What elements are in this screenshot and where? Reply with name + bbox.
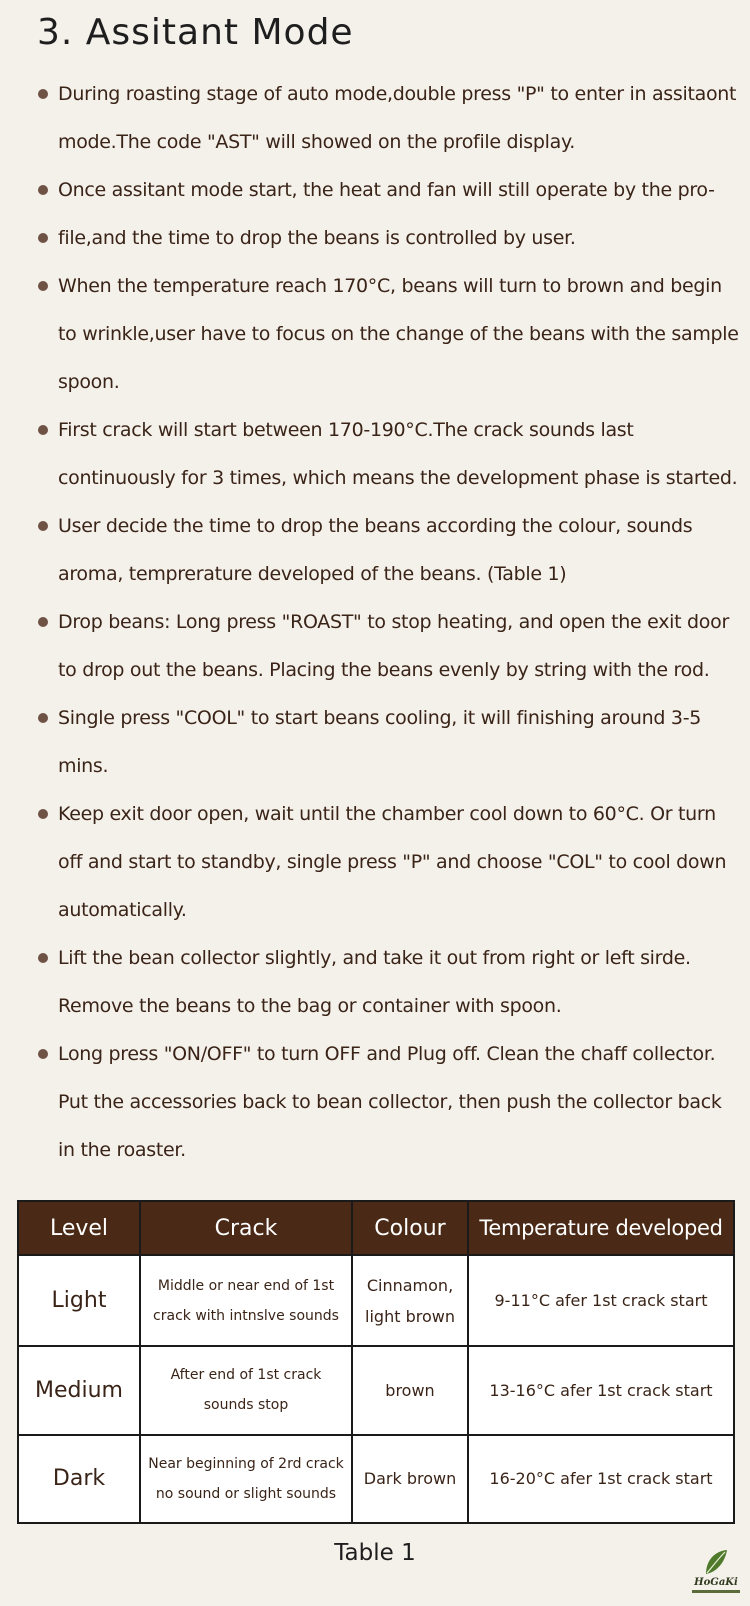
instruction-list: [37, 70, 742, 1174]
cell-level: Medium: [18, 1346, 140, 1434]
bullet-icon: [38, 1049, 48, 1059]
cell-colour-line: Cinnamon,: [366, 1275, 454, 1295]
cell-crack-line: After end of 1st crack: [170, 1367, 322, 1384]
cell-level: Dark: [18, 1435, 140, 1523]
bullet-icon: [38, 617, 48, 627]
header-colour: Colour: [352, 1201, 468, 1255]
bullet-icon: [38, 953, 48, 963]
list-item: [37, 598, 742, 694]
table-caption: Table 1: [334, 1540, 416, 1566]
cell-crack-line: Near beginning of 2rd crack: [148, 1455, 344, 1472]
cell-temperature: 9-11°C afer 1st crack start: [468, 1255, 734, 1346]
list-item: [37, 1030, 742, 1174]
header-temperature: Temperature developed: [468, 1201, 734, 1255]
table-row: [18, 1346, 734, 1434]
list-item-text: During roasting stage of auto mode,double press "P" to enter in assitaont mode.The code "AST" will showed on the profile display.: [58, 83, 737, 153]
cell-crack-line: sounds stop: [203, 1397, 289, 1414]
list-item-text: Keep exit door open, wait until the chamber cool down to 60°C. Or turn off and start to standby, single press "P" and choose "COL" to cool down automatically.: [58, 803, 727, 921]
bullet-icon: [38, 233, 48, 243]
cell-crack: [140, 1255, 352, 1346]
cell-colour-line: brown: [385, 1380, 435, 1400]
leaf-icon: [703, 1548, 729, 1576]
bullet-icon: [38, 281, 48, 291]
bullet-icon: [38, 713, 48, 723]
list-item: [37, 70, 742, 166]
table-row: [18, 1435, 734, 1523]
bullet-icon: [38, 425, 48, 435]
table-row: [18, 1255, 734, 1346]
cell-temperature: 13-16°C afer 1st crack start: [468, 1346, 734, 1434]
bullet-icon: [38, 521, 48, 531]
bullet-icon: [38, 89, 48, 99]
cell-colour: [352, 1255, 468, 1346]
cell-colour: [352, 1435, 468, 1523]
list-item: [37, 166, 742, 214]
list-item-text: file,and the time to drop the beans is controlled by user.: [58, 227, 576, 249]
list-item: [37, 502, 742, 598]
brand-name: HoGaKi: [694, 1577, 738, 1588]
list-item-text: Single press "COOL" to start beans cooling, it will finishing around 3-5 mins.: [58, 707, 702, 777]
list-item-text: First crack will start between 170-190°C.The crack sounds last continuously for 3 times, which means the development phase is started.: [58, 419, 738, 489]
bullet-icon: [38, 185, 48, 195]
list-item-text: Once assitant mode start, the heat and fan will still operate by the pro-: [58, 179, 715, 201]
list-item-text: Long press "ON/OFF" to turn OFF and Plug off. Clean the chaff collector. Put the accessories back to bean collector, then push the collector back in the roaster.: [58, 1043, 722, 1161]
page-title: 3. Assitant Mode: [37, 12, 354, 53]
table-header-row: [18, 1201, 734, 1255]
list-item: [37, 214, 742, 262]
list-item-text: When the temperature reach 170°C, beans will turn to brown and begin to wrinkle,user have to focus on the change of the beans with the sample spoon.: [58, 275, 739, 393]
cell-temperature: 16-20°C afer 1st crack start: [468, 1435, 734, 1523]
list-item: [37, 406, 742, 502]
list-item: [37, 262, 742, 406]
list-item-text: Lift the bean collector slightly, and take it out from right or left sirde. Remove the beans to the bag or container with spoon.: [58, 947, 691, 1017]
cell-colour: [352, 1346, 468, 1434]
cell-crack: [140, 1346, 352, 1434]
list-item-text: Drop beans: Long press "ROAST" to stop heating, and open the exit door to drop out the beans. Placing the beans evenly by string with the rod.: [58, 611, 729, 681]
brand-logo: [689, 1548, 743, 1594]
list-item: [37, 790, 742, 934]
cell-level: Light: [18, 1255, 140, 1346]
cell-crack-line: Middle or near end of 1st: [157, 1277, 335, 1294]
list-item: [37, 694, 742, 790]
cell-crack-line: no sound or slight sounds: [155, 1485, 337, 1502]
list-item: [37, 934, 742, 1030]
roast-level-table: [17, 1200, 735, 1524]
cell-crack: [140, 1435, 352, 1523]
list-item-text: User decide the time to drop the beans according the colour, sounds aroma, temprerature developed of the beans. (Table 1): [58, 515, 693, 585]
cell-crack-line: crack with intnslve sounds: [153, 1307, 339, 1324]
cell-colour-line: Dark brown: [363, 1469, 457, 1489]
bullet-icon: [38, 809, 48, 819]
cell-colour-line: light brown: [365, 1306, 455, 1326]
brand-underline: [692, 1590, 740, 1593]
header-level: Level: [18, 1201, 140, 1255]
header-crack: Crack: [140, 1201, 352, 1255]
